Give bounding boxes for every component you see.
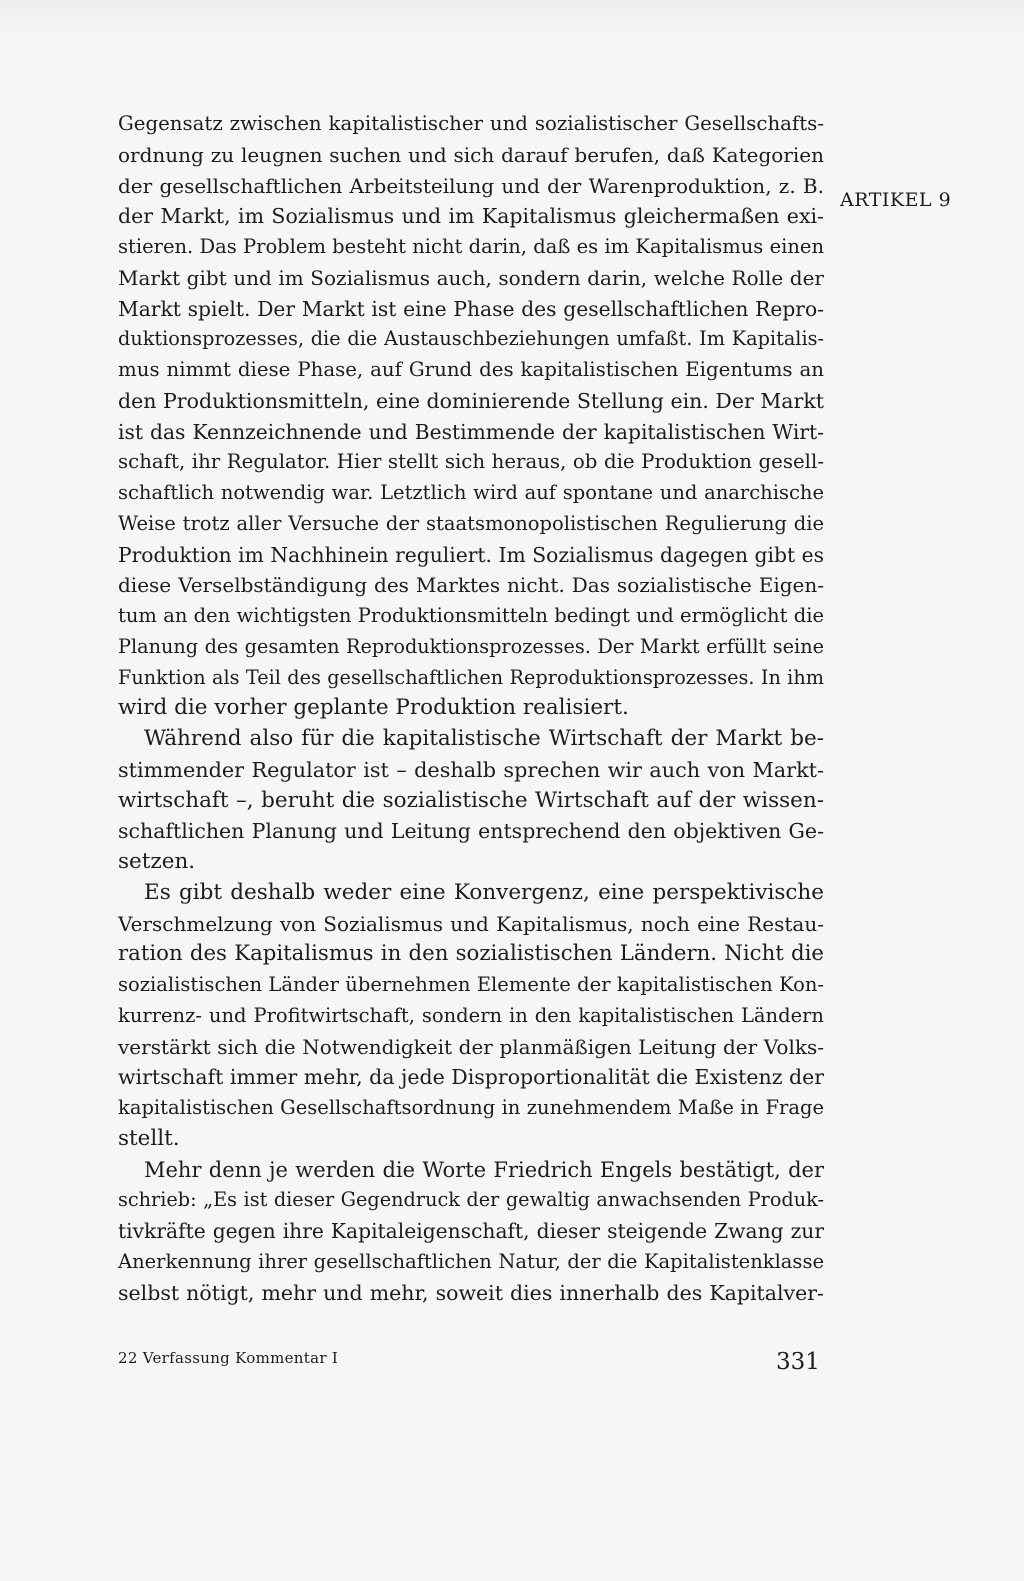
- text-line: wirtschaft –, beruht die sozialistische Wirtschaft auf der wissen-: [118, 787, 824, 813]
- text-line: kapitalistischen Gesellschaftsordnung in zunehmendem Maße in Frage: [118, 1096, 824, 1119]
- text-line: Anerkennung ihrer gesellschaftlichen Natur, der die Kapitalistenklasse: [118, 1249, 824, 1273]
- text-line: schaftlich notwendig war. Letztlich wird auf spontane und anarchische: [118, 481, 824, 504]
- text-line: kurrenz- und Profitwirtschaft, sondern in den kapitalistischen Ländern: [118, 1003, 824, 1027]
- text-line: ist das Kennzeichnende und Bestimmende der kapitalistischen Wirt-: [118, 419, 824, 444]
- text-line: Mehr denn je werden die Worte Friedrich Engels bestätigt, der: [144, 1157, 824, 1182]
- text-line: tum an den wichtigsten Produktionsmitteln bedingt und ermöglicht die: [118, 604, 824, 627]
- text-line: der Markt, im Sozialismus und im Kapitalismus gleichermaßen exi-: [118, 204, 824, 229]
- text-line: schaft, ihr Regulator. Hier stellt sich heraus, ob die Produktion gesell-: [118, 450, 824, 474]
- text-line: Weise trotz aller Versuche der staatsmonopolistischen Regulierung die: [118, 511, 824, 535]
- text-line: stieren. Das Problem besteht nicht darin, daß es im Kapitalismus einen: [118, 235, 824, 258]
- text-line: schrieb: „Es ist dieser Gegendruck der gewaltig anwachsenden Produk-: [118, 1188, 824, 1212]
- text-line: Markt gibt und im Sozialismus auch, sondern darin, welche Rolle der: [118, 265, 824, 290]
- text-line: Verschmelzung von Sozialismus und Kapitalismus, noch eine Restau-: [118, 911, 824, 936]
- text-line: schaftlichen Planung und Leitung entsprechend den objektiven Ge-: [118, 819, 824, 844]
- text-line: stellt.: [118, 1125, 180, 1151]
- text-line: Planung des gesamten Reproduktionsprozesses. Der Markt erfüllt seine: [118, 634, 824, 658]
- text-line: Markt spielt. Der Markt ist eine Phase des gesellschaftlichen Repro-: [118, 296, 824, 321]
- page-number: 331: [776, 1349, 820, 1375]
- text-line: sozialistischen Länder übernehmen Elemente der kapitalistischen Kon-: [118, 973, 824, 996]
- body-text: [118, 109, 824, 1308]
- footer-signature: 22 Verfassung Kommentar I: [118, 1349, 339, 1367]
- text-line: ration des Kapitalismus in den sozialistischen Ländern. Nicht die: [118, 941, 824, 967]
- margin-note-article: ARTIKEL 9: [840, 189, 952, 211]
- text-line: wirtschaft immer mehr, da jede Disproportionalität die Existenz der: [118, 1065, 825, 1090]
- text-line: Gegensatz zwischen kapitalistischer und sozialistischer Gesellschafts-: [118, 112, 824, 135]
- text-line: Funktion als Teil des gesellschaftlichen Reproduktionsprozesses. In ihm: [118, 665, 824, 689]
- text-line: Während also für die kapitalistische Wirtschaft der Markt be-: [144, 726, 824, 751]
- text-line: selbst nötigt, mehr und mehr, soweit dies innerhalb des Kapitalver-: [118, 1280, 824, 1305]
- text-line: mus nimmt diese Phase, auf Grund des kapitalistischen Eigentums an: [118, 358, 824, 381]
- text-line: der gesellschaftlichen Arbeitsteilung und der Warenproduktion, z. B.: [118, 173, 824, 198]
- text-line: duktionsprozesses, die die Austauschbeziehungen umfaßt. Im Kapitalis-: [118, 327, 824, 351]
- text-line: wird die vorher geplante Produktion realisiert.: [118, 695, 629, 721]
- text-line: Es gibt deshalb weder eine Konvergenz, eine perspektivische: [144, 879, 824, 905]
- text-line: verstärkt sich die Notwendigkeit der planmäßigen Leitung der Volks-: [118, 1034, 824, 1059]
- text-line: Produktion im Nachhinein reguliert. Im Sozialismus dagegen gibt es: [118, 542, 824, 567]
- text-line: ordnung zu leugnen suchen und sich darauf berufen, daß Kategorien: [118, 142, 824, 167]
- text-line: diese Verselbständigung des Marktes nicht. Das sozialistische Eigen-: [118, 573, 824, 598]
- text-line: den Produktionsmitteln, eine dominierende Stellung ein. Der Markt: [118, 388, 824, 413]
- text-line: tivkräfte gegen ihre Kapitaleigenschaft, dieser steigende Zwang zur: [118, 1219, 824, 1243]
- text-line: setzen.: [118, 849, 196, 874]
- text-line: stimmender Regulator ist – deshalb sprechen wir auch von Markt-: [118, 757, 824, 782]
